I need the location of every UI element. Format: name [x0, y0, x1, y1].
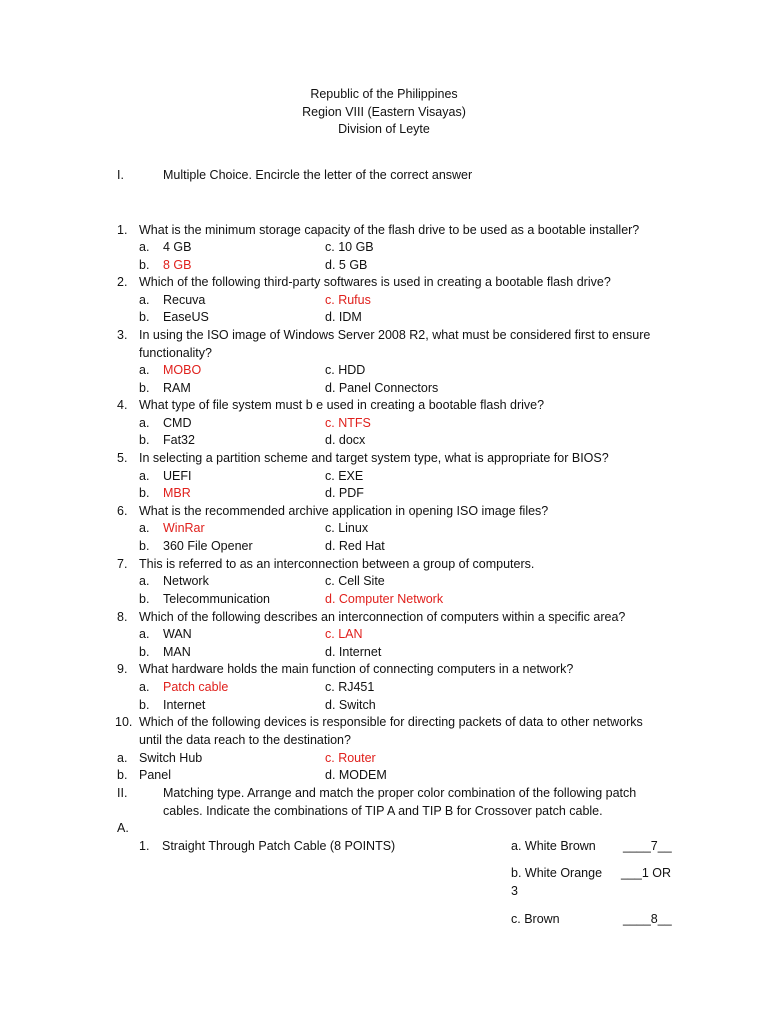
question-5-option-c: c. EXE: [325, 469, 364, 483]
option-letter-b: b.: [139, 433, 150, 447]
question-5-option-d: d. PDF: [325, 486, 364, 500]
question-8-option-c-correct: c. LAN: [325, 627, 363, 641]
question-1-option-b-correct: 8 GB: [163, 258, 192, 272]
question-6-number: 6.: [117, 504, 128, 518]
section-1-title: Multiple Choice. Encircle the letter of the correct answer: [163, 168, 473, 182]
question-6-option-c: c. Linux: [325, 521, 369, 535]
question-1-option-a: 4 GB: [163, 240, 192, 254]
question-10-number: 10.: [115, 715, 133, 729]
match-c-answer: ____8__: [623, 912, 672, 926]
question-3-text: In using the ISO image of Windows Server 2008 R2, what must be considered first to ensure: [139, 328, 651, 342]
question-10-option-c-correct: c. Router: [325, 751, 376, 765]
question-10-option-d: d. MODEM: [325, 768, 387, 782]
question-4-text: What type of file system must b e used in creating a bootable flash drive?: [139, 398, 545, 412]
question-2-option-a: Recuva: [163, 293, 206, 307]
option-letter-a: a.: [139, 574, 150, 588]
question-10-option-b: Panel: [139, 768, 171, 782]
option-letter-a: a.: [139, 680, 150, 694]
option-letter-b: b.: [139, 592, 150, 606]
question-8-option-a: WAN: [163, 627, 192, 641]
header-line-2: Region VIII (Eastern Visayas): [302, 104, 466, 119]
match-c-label: c. Brown: [511, 912, 560, 926]
match-a-answer: ____7__: [623, 839, 672, 853]
question-7-option-c: c. Cell Site: [325, 574, 385, 588]
option-letter-b: b.: [117, 768, 128, 782]
question-9-option-b: Internet: [163, 698, 206, 712]
question-3-text-cont: functionality?: [139, 346, 212, 360]
question-2-text: Which of the following third-party softwares is used in creating a bootable flash drive?: [139, 275, 611, 289]
question-9-option-c: c. RJ451: [325, 680, 375, 694]
section-1-number: I.: [117, 168, 124, 182]
option-letter-b: b.: [139, 645, 150, 659]
question-4-option-a: CMD: [163, 416, 192, 430]
question-9-number: 9.: [117, 662, 128, 676]
question-6-option-a-correct: WinRar: [163, 521, 205, 535]
question-3-option-a-correct: MOBO: [163, 363, 202, 377]
question-5-option-b-correct: MBR: [163, 486, 191, 500]
question-2-number: 2.: [117, 275, 128, 289]
matching-item-text: Straight Through Patch Cable (8 POINTS): [162, 839, 396, 853]
question-10-text: Which of the following devices is responsible for directing packets of data to other networks: [139, 715, 643, 729]
question-4-option-d: d. docx: [325, 433, 366, 447]
option-letter-b: b.: [139, 258, 150, 272]
question-9-text: What hardware holds the main function of connecting computers in a network?: [139, 662, 574, 676]
question-5-option-a: UEFI: [163, 469, 192, 483]
question-7-option-b: Telecommunication: [163, 592, 270, 606]
section-2-number: II.: [117, 786, 128, 800]
match-a-label: a. White Brown: [511, 839, 596, 853]
question-6-option-d: d. Red Hat: [325, 539, 385, 553]
question-9-option-a-correct: Patch cable: [163, 680, 229, 694]
question-7-option-a: Network: [163, 574, 209, 588]
option-letter-a: a.: [139, 416, 150, 430]
question-9-option-d: d. Switch: [325, 698, 376, 712]
document-header: [0, 86, 768, 139]
option-letter-b: b.: [139, 539, 150, 553]
question-2-option-d: d. IDM: [325, 310, 362, 324]
question-8-option-d: d. Internet: [325, 645, 382, 659]
question-2-option-b: EaseUS: [163, 310, 209, 324]
question-2-option-c-correct: c. Rufus: [325, 293, 371, 307]
question-4-number: 4.: [117, 398, 128, 412]
question-3-option-b: RAM: [163, 381, 191, 395]
header-line-3: Division of Leyte: [338, 122, 430, 136]
question-5-text: In selecting a partition scheme and target system type, what is appropriate for BIOS?: [139, 451, 609, 465]
question-10-option-a: Switch Hub: [139, 751, 203, 765]
question-1-number: 1.: [117, 223, 128, 237]
question-3-option-d: d. Panel Connectors: [325, 381, 439, 395]
option-letter-b: b.: [139, 381, 150, 395]
question-7-text: This is referred to as an interconnection between a group of computers.: [139, 557, 535, 571]
question-10-text-cont: until the data reach to the destination?: [139, 733, 351, 747]
question-1-option-c: c. 10 GB: [325, 240, 374, 254]
question-8-text: Which of the following describes an interconnection of computers within a specific area?: [139, 610, 626, 624]
section-2-instructions-line-1: Matching type. Arrange and match the proper color combination of the following patch: [163, 786, 637, 800]
header-line-1: Republic of the Philippines: [310, 87, 458, 101]
question-4-option-c-correct: c. NTFS: [325, 416, 371, 430]
matching-item-number: 1.: [139, 839, 150, 853]
question-6-option-b: 360 File Opener: [163, 539, 253, 553]
question-4-option-b: Fat32: [163, 433, 195, 447]
question-8-option-b: MAN: [163, 645, 191, 659]
question-7-number: 7.: [117, 557, 128, 571]
option-letter-a: a.: [117, 751, 128, 765]
question-3-option-c: c. HDD: [325, 363, 366, 377]
question-5-number: 5.: [117, 451, 128, 465]
option-letter-a: a.: [139, 293, 150, 307]
option-letter-a: a.: [139, 627, 150, 641]
question-6-text: What is the recommended archive application in opening ISO image files?: [139, 504, 549, 518]
option-letter-a: a.: [139, 521, 150, 535]
option-letter-a: a.: [139, 469, 150, 483]
option-letter-a: a.: [139, 363, 150, 377]
question-7-option-d-correct: d. Computer Network: [325, 592, 444, 606]
question-1-text: What is the minimum storage capacity of the flash drive to be used as a bootable installer?: [139, 223, 640, 237]
option-letter-b: b.: [139, 698, 150, 712]
question-3-number: 3.: [117, 328, 128, 342]
option-letter-a: a.: [139, 240, 150, 254]
option-letter-b: b.: [139, 486, 150, 500]
match-b-answer-wrap: 3: [511, 884, 518, 898]
question-1-option-d: d. 5 GB: [325, 258, 368, 272]
section-2-sub-label: A.: [117, 821, 129, 835]
option-letter-b: b.: [139, 310, 150, 324]
question-8-number: 8.: [117, 610, 128, 624]
match-b-label: b. White Orange: [511, 866, 603, 880]
match-b-answer: ___1 OR: [621, 866, 672, 880]
section-2-instructions-line-2: cables. Indicate the combinations of TIP A and TIP B for Crossover patch cable.: [163, 804, 603, 818]
